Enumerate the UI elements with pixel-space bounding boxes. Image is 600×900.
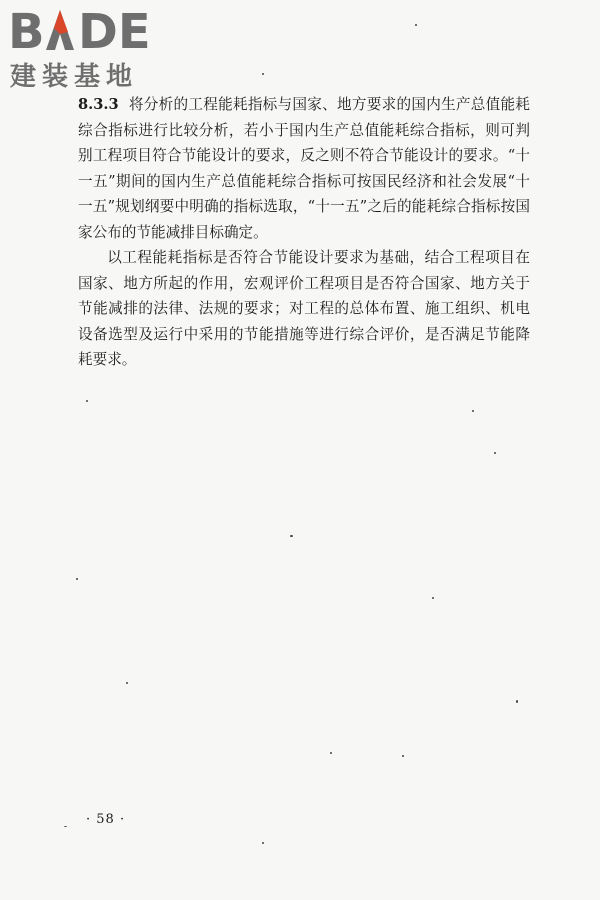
section-number: 8.3.3 [78, 96, 119, 113]
paragraph-text-1: 将分析的工程能耗指标与国家、地方要求的国内生产总值能耗综合指标进行比较分析，若小于国内生产总值能耗综合指标，则可判别工程项目符合节能设计的要求，反之则不符合节能设计的要求。“十一五”期间的国内生产总值能耗综合指标可按国民经济和社会发展“十一五”规划纲要中明确的指标选取，“十一五”之后的能耗综合指标按国家公布的节能减排目标确定。 [78, 96, 530, 241]
scan-speck [472, 410, 474, 412]
scan-speck [290, 535, 293, 537]
scan-speck [494, 452, 496, 454]
bade-logo-mark [8, 4, 178, 56]
scan-speck [402, 755, 404, 757]
section-paragraph-1 [78, 92, 530, 245]
section-paragraph-2: 以工程能耗指标是否符合节能设计要求为基础，结合工程项目在国家、地方所起的作用，宏观评价工程项目是否符合国家、地方关于节能减排的法律、法规的要求；对工程的总体布置、施工组织、机电设备选型及运行中采用的节能措施等进行综合评价，是否满足节能降耗要求。 [78, 249, 530, 368]
logo-letter-b: B [8, 4, 45, 56]
scan-speck [126, 682, 128, 684]
scan-speck [262, 842, 264, 844]
logo-letters-de: DE [78, 4, 151, 56]
scan-speck [415, 24, 417, 26]
bade-logo [8, 4, 178, 92]
document-body [78, 92, 530, 373]
scan-speck [330, 752, 332, 754]
scan-speck [262, 73, 264, 75]
scan-speck [64, 826, 67, 827]
scan-speck [86, 400, 88, 402]
logo-subtitle: 建装基地 [10, 62, 139, 92]
page-number: · 58 · [86, 812, 126, 827]
scan-speck [432, 597, 434, 599]
scan-speck [516, 700, 518, 703]
scan-speck [76, 578, 78, 580]
